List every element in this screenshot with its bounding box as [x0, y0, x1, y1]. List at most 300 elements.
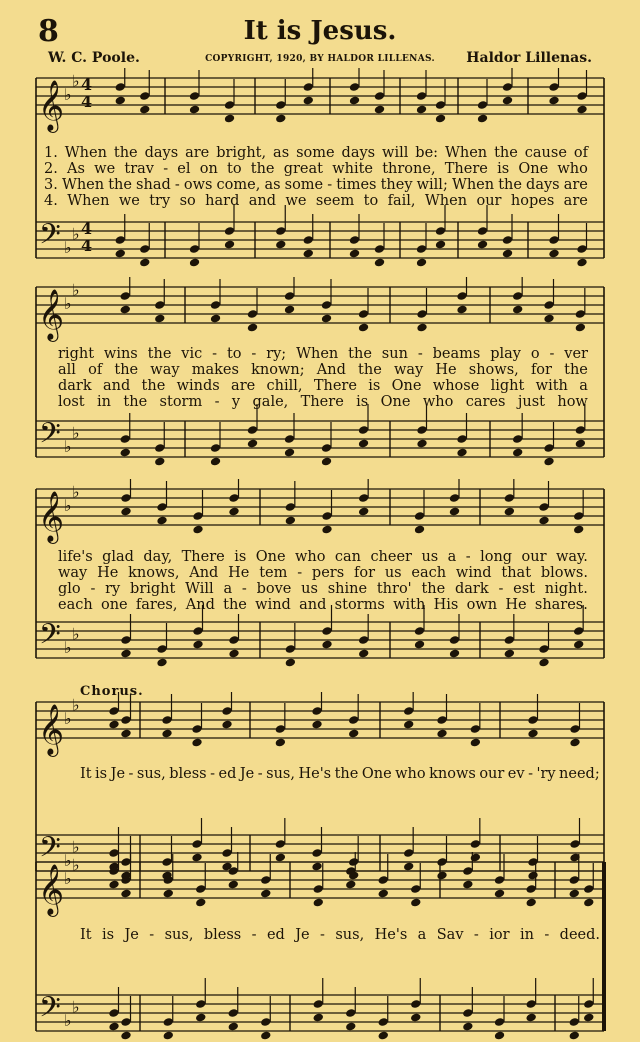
lyric-syllable: It: [80, 927, 92, 943]
lyric-syllable: ver: [564, 346, 588, 362]
lyric-syllable: the: [123, 394, 148, 410]
lyric-syllable: way: [150, 362, 180, 378]
flat-icon: ♭: [72, 855, 80, 875]
lyric-line: [58, 565, 588, 581]
lyric-syllable: and: [299, 597, 327, 613]
notehead: [470, 737, 481, 747]
lyric-syllable: dark: [58, 378, 92, 394]
lyric-syllable: try: [149, 193, 171, 209]
lyric-syllable: -: [163, 161, 169, 177]
lyric-syllable: When: [444, 145, 488, 161]
lyric-syllable: who: [395, 766, 426, 782]
time-signature-digit: 4: [81, 219, 93, 238]
notehead: [195, 1012, 206, 1022]
lyric-syllable: of: [88, 362, 103, 378]
notehead: [210, 456, 221, 466]
notehead: [260, 888, 271, 898]
notehead: [115, 95, 126, 105]
notehead: [456, 304, 467, 314]
lyric-syllable: 'ry: [536, 766, 556, 782]
flat-icon: ♭: [72, 482, 80, 502]
lyric-syllable: one: [100, 597, 128, 613]
bass-clef-icon: 𝄢: [39, 831, 61, 871]
lyric-syllable: There: [313, 378, 357, 394]
lyric-syllable: light: [490, 378, 525, 394]
lyric-syllable: -: [417, 346, 423, 362]
notehead: [548, 248, 559, 258]
lyric-syllable: need;: [559, 766, 600, 782]
chorus-lyric-line: [80, 766, 600, 782]
lyric-syllable: play: [490, 346, 521, 362]
lyric-syllable: wind: [455, 565, 492, 581]
notehead: [120, 648, 131, 658]
hymn-number: 8: [38, 14, 59, 49]
lyric-syllable: Will: [185, 581, 214, 597]
lyric-syllable: Je: [295, 927, 310, 943]
flat-icon: ♭: [64, 709, 72, 728]
lyric-syllable: are: [231, 378, 256, 394]
lyric-syllable: in: [97, 394, 112, 410]
lyric-syllable: -: [257, 766, 263, 782]
bass-clef-icon: 𝄢: [39, 417, 61, 457]
lyric-syllable: When: [61, 177, 105, 193]
lyric-syllable: 4.: [44, 193, 58, 209]
lyric-syllable: with: [535, 378, 568, 394]
lyric-syllable: each: [411, 565, 447, 581]
lyric-syllable: gale,: [252, 394, 289, 410]
lyric-syllable: Je: [124, 927, 139, 943]
lyric-syllable: is: [356, 394, 369, 410]
lyric-syllable: -: [214, 394, 220, 410]
chorus-lyric-line: [80, 927, 600, 943]
notehead: [538, 515, 549, 525]
lyric-syllable: bright: [130, 581, 176, 597]
time-signature-digit: 4: [81, 75, 93, 94]
lyric-syllable: He: [505, 597, 527, 613]
lyric-syllable: will;: [416, 177, 448, 193]
notehead: [120, 506, 131, 516]
lyric-syllable: the: [348, 346, 372, 362]
lyric-syllable: the: [223, 597, 247, 613]
lyric-syllable: are: [563, 193, 588, 209]
author-credit: W. C. Poole.: [48, 50, 140, 66]
notehead: [477, 239, 488, 249]
time-signature-digit: 4: [81, 236, 93, 255]
lyric-syllable: And: [185, 597, 215, 613]
notehead: [275, 239, 286, 249]
lyric-syllable: will: [382, 145, 409, 161]
lyric-syllable: -: [544, 927, 550, 943]
lyric-syllable: When: [67, 193, 110, 209]
notehead: [416, 257, 427, 267]
notehead: [108, 879, 119, 889]
lyric-syllable: -: [212, 346, 218, 362]
lyric-syllable: who: [557, 161, 588, 177]
lyric-syllable: the: [564, 362, 588, 378]
lyric-syllable: -: [149, 927, 155, 943]
flat-icon: ♭: [72, 280, 80, 300]
notehead: [321, 524, 332, 534]
lyric-syllable: When: [451, 177, 495, 193]
flat-icon: ♭: [72, 837, 80, 857]
notehead: [358, 648, 369, 658]
lyric-syllable: so: [179, 193, 196, 209]
notehead: [303, 248, 314, 258]
lyric-syllable: are: [185, 145, 210, 161]
notehead: [456, 447, 467, 457]
notehead: [416, 438, 427, 448]
lyric-syllable: And: [316, 362, 346, 378]
lyric-syllable: bless: [203, 927, 242, 943]
lyric-syllable: ry: [105, 581, 121, 597]
lyric-syllable: vic: [181, 346, 203, 362]
lyric-syllable: and: [102, 378, 131, 394]
lyric-syllable: we: [118, 193, 140, 209]
lyric-syllable: When: [64, 145, 107, 161]
lyric-syllable: great: [283, 161, 323, 177]
lyric-syllable: the: [250, 161, 275, 177]
lyric-syllable: on: [199, 161, 218, 177]
lyric-line: [44, 177, 588, 193]
treble-clef-icon: 𝄞: [38, 491, 65, 542]
lyric-syllable: the: [113, 145, 138, 161]
notehead: [512, 447, 523, 457]
lyric-line: [58, 362, 588, 378]
notehead: [525, 897, 536, 907]
lyric-syllable: -: [241, 581, 247, 597]
lyric-line: [58, 549, 588, 565]
notehead: [285, 657, 296, 667]
lyric-syllable: wins: [103, 346, 138, 362]
flat-icon: ♭: [72, 997, 80, 1017]
notehead: [303, 95, 314, 105]
lyric-syllable: beams: [432, 346, 481, 362]
lyric-syllable: the: [358, 362, 382, 378]
notehead: [358, 438, 369, 448]
lyric-syllable: wind: [255, 597, 291, 613]
notehead: [349, 248, 360, 258]
notehead: [284, 304, 295, 314]
lyric-syllable: is: [95, 766, 108, 782]
flat-icon: ♭: [64, 638, 72, 657]
flat-icon: ♭: [64, 437, 72, 456]
lyric-syllable: -: [128, 766, 134, 782]
lyric-syllable: are: [563, 177, 588, 193]
lyric-syllable: glo: [58, 581, 81, 597]
lyric-syllable: is: [234, 549, 247, 565]
notehead: [228, 879, 239, 889]
notehead: [275, 113, 286, 123]
lyric-syllable: trav: [124, 161, 154, 177]
notehead: [378, 1030, 389, 1040]
lyric-syllable: est: [513, 581, 535, 597]
lyric-syllable: cheer: [370, 549, 412, 565]
lyric-syllable: thro': [376, 581, 412, 597]
lyric-syllable: ows: [183, 177, 213, 193]
notehead: [195, 897, 206, 907]
lyric-syllable: Je: [110, 766, 126, 782]
lyric-syllable: shine: [327, 581, 368, 597]
lyric-syllable: He: [228, 565, 250, 581]
notehead: [462, 879, 473, 889]
lyric-syllable: hard: [205, 193, 240, 209]
flat-icon: ♭: [72, 695, 80, 715]
lyric-syllable: the: [421, 581, 446, 597]
notehead: [374, 257, 385, 267]
notehead: [275, 737, 286, 747]
notehead: [548, 95, 559, 105]
notehead: [228, 648, 239, 658]
notehead: [313, 1012, 324, 1022]
notehead: [403, 719, 414, 729]
notehead: [575, 438, 586, 448]
lyric-syllable: be:: [415, 145, 439, 161]
lyric-syllable: One: [255, 549, 286, 565]
flat-icon: ♭: [72, 71, 80, 91]
notehead: [191, 737, 202, 747]
time-signature-digit: 4: [81, 92, 93, 111]
notehead: [494, 1030, 505, 1040]
notehead: [414, 639, 425, 649]
lyric-syllable: sus,: [335, 927, 365, 943]
lyric-syllable: seem: [315, 193, 355, 209]
lyric-syllable: -: [473, 927, 479, 943]
lyric-syllable: el: [177, 161, 191, 177]
notehead: [221, 719, 232, 729]
lyric-syllable: -: [90, 581, 96, 597]
lyric-syllable: we: [285, 193, 307, 209]
notehead: [569, 1030, 580, 1040]
notehead: [348, 728, 359, 738]
notehead: [108, 1021, 119, 1031]
notehead: [139, 257, 150, 267]
lyric-syllable: -: [210, 766, 216, 782]
notehead: [569, 888, 580, 898]
notehead: [543, 313, 554, 323]
lyric-syllable: shares.: [534, 597, 588, 613]
lyric-syllable: for: [353, 565, 375, 581]
lyric-syllable: pers: [311, 565, 345, 581]
lyric-syllable: -: [251, 927, 257, 943]
lyric-syllable: the: [108, 177, 132, 193]
lyric-syllable: He: [435, 362, 457, 378]
flat-icon: ♭: [72, 224, 80, 244]
lyric-syllable: There: [444, 161, 488, 177]
notehead: [543, 456, 554, 466]
lyric-line: [44, 161, 588, 177]
lyric-syllable: He's: [298, 766, 332, 782]
flat-icon: ♭: [64, 496, 72, 515]
lyric-syllable: One: [361, 766, 392, 782]
notehead: [583, 897, 594, 907]
lyric-syllable: bright,: [216, 145, 267, 161]
lyric-syllable: is: [497, 161, 510, 177]
lyric-syllable: the: [147, 346, 172, 362]
flat-icon: ♭: [64, 294, 72, 313]
notehead: [154, 313, 165, 323]
flat-icon: ♭: [72, 423, 80, 443]
lyric-syllable: -: [320, 927, 325, 943]
lyric-syllable: One: [380, 394, 411, 410]
lyric-syllable: -: [297, 565, 303, 581]
lyric-syllable: -: [327, 177, 333, 193]
lyric-syllable: the: [498, 177, 522, 193]
lyric-syllable: One: [391, 378, 422, 394]
lyric-syllable: Sav: [436, 927, 464, 943]
lyric-syllable: It: [80, 766, 92, 782]
notehead: [108, 719, 119, 729]
lyric-syllable: a: [223, 581, 233, 597]
lyric-syllable: we: [94, 161, 116, 177]
lyric-syllable: shows,: [468, 362, 519, 378]
lyric-syllable: hopes: [510, 193, 555, 209]
lyric-syllable: -: [498, 581, 504, 597]
lyric-syllable: y: [231, 394, 241, 410]
lyric-syllable: One: [518, 161, 549, 177]
notehead: [378, 888, 389, 898]
lyric-syllable: cares: [465, 394, 506, 410]
notehead: [538, 657, 549, 667]
lyric-syllable: life's: [58, 549, 93, 565]
notehead: [120, 304, 131, 314]
chorus-label: Chorus.: [80, 684, 144, 699]
flat-icon: ♭: [64, 869, 72, 888]
notehead: [512, 304, 523, 314]
notehead: [228, 1021, 239, 1031]
lyric-syllable: winds: [176, 378, 220, 394]
notehead: [410, 897, 421, 907]
lyric-syllable: fares,: [135, 597, 178, 613]
lyric-syllable: cause: [524, 145, 567, 161]
lyric-syllable: known;: [251, 362, 305, 378]
lyric-syllable: long: [480, 549, 513, 565]
lyric-syllable: days: [144, 145, 179, 161]
lyric-syllable: day,: [143, 549, 173, 565]
lyric-syllable: to: [227, 161, 242, 177]
lyric-syllable: o: [530, 346, 540, 362]
lyric-syllable: all: [58, 362, 76, 378]
notehead: [163, 888, 174, 898]
notehead: [345, 879, 356, 889]
lyric-syllable: ed: [218, 766, 237, 782]
lyric-syllable: the: [334, 766, 359, 782]
bass-clef-icon: 𝄢: [39, 218, 61, 258]
lyric-syllable: as: [273, 145, 290, 161]
lyric-syllable: There: [181, 549, 225, 565]
notehead: [583, 1012, 594, 1022]
hymn-title: It is Jesus.: [243, 16, 397, 46]
lyric-syllable: and: [248, 193, 277, 209]
notehead: [358, 322, 369, 332]
notehead: [416, 322, 427, 332]
lyric-syllable: -: [549, 346, 555, 362]
lyric-syllable: His: [433, 597, 459, 613]
lyric-syllable: sus,: [164, 927, 194, 943]
lyric-syllable: sus,: [136, 766, 166, 782]
lyric-syllable: right: [58, 346, 95, 362]
lyric-syllable: When: [296, 346, 339, 362]
notehead: [228, 506, 239, 516]
treble-clef-icon: 𝄞: [38, 704, 65, 755]
notehead: [192, 524, 203, 534]
lyric-syllable: us: [421, 549, 439, 565]
notehead: [189, 104, 200, 114]
lyric-syllable: glad: [102, 549, 134, 565]
flat-icon: ♭: [64, 238, 72, 257]
lyric-line: [44, 193, 588, 209]
lyric-syllable: own: [466, 597, 498, 613]
lyric-syllable: way.: [555, 549, 588, 565]
lyric-line: [58, 378, 588, 394]
lyric-syllable: is: [368, 378, 381, 394]
lyric-syllable: -: [465, 549, 471, 565]
notehead: [374, 104, 385, 114]
treble-clef-icon: 𝄞: [38, 80, 65, 131]
notehead: [247, 438, 258, 448]
notehead: [311, 719, 322, 729]
lyric-syllable: 2.: [44, 161, 58, 177]
lyric-syllable: times: [336, 177, 377, 193]
notehead: [576, 257, 587, 267]
lyric-syllable: shad: [136, 177, 171, 193]
notehead: [163, 1030, 174, 1040]
lyric-syllable: some: [296, 145, 335, 161]
lyric-syllable: us: [384, 565, 402, 581]
lyric-syllable: 3.: [44, 177, 58, 193]
lyric-syllable: the: [494, 145, 518, 161]
notehead: [115, 248, 126, 258]
notehead: [321, 639, 332, 649]
lyric-syllable: ed: [266, 927, 285, 943]
notehead: [525, 1012, 536, 1022]
lyric-syllable: as: [264, 177, 281, 193]
lyric-syllable: of: [573, 145, 588, 161]
lyric-syllable: sun: [381, 346, 408, 362]
lyric-syllable: just: [517, 394, 545, 410]
lyric-syllable: for: [530, 362, 552, 378]
lyric-syllable: ior: [489, 927, 510, 943]
treble-clef-icon: 𝄞: [38, 289, 65, 340]
lyric-syllable: Je: [239, 766, 255, 782]
lyric-syllable: fail,: [387, 193, 416, 209]
lyric-syllable: some: [284, 177, 324, 193]
lyric-line: [58, 597, 588, 613]
lyric-syllable: to: [363, 193, 379, 209]
lyric-syllable: our: [521, 549, 547, 565]
notehead: [247, 322, 258, 332]
notehead: [192, 639, 203, 649]
notehead: [189, 257, 200, 267]
notehead: [436, 728, 447, 738]
notehead: [345, 1021, 356, 1031]
bass-clef-icon: 𝄢: [39, 618, 61, 658]
lyric-syllable: they: [380, 177, 413, 193]
lyric-syllable: night.: [544, 581, 588, 597]
notehead: [156, 515, 167, 525]
notehead: [284, 447, 295, 457]
notehead: [502, 248, 513, 258]
notehead: [285, 515, 296, 525]
notehead: [120, 1030, 131, 1040]
notehead: [416, 104, 427, 114]
lyric-syllable: white: [332, 161, 373, 177]
notehead: [494, 888, 505, 898]
lyric-syllable: As: [67, 161, 85, 177]
lyric-syllable: He's: [374, 927, 408, 943]
notehead: [477, 113, 488, 123]
lyric-line: [44, 145, 588, 161]
lyric-syllable: blows.: [540, 565, 588, 581]
